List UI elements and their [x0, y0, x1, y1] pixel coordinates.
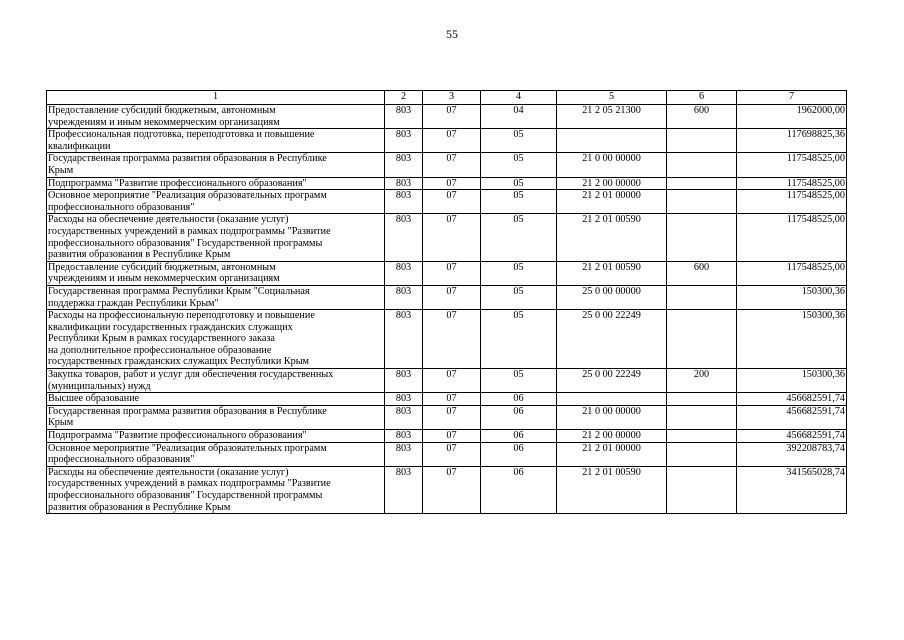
row-amount-cell: 150300,36: [737, 369, 847, 393]
table-row: [47, 214, 847, 261]
row-name-cell: Государственная программа развития образования в Республике Крым: [47, 153, 385, 177]
row-amount-cell: 1962000,00: [737, 105, 847, 129]
row-section-cell: 07: [423, 405, 481, 429]
row-name-cell: Предоставление субсидий бюджетным, автономным учреждениям и иным некоммерческим организациям: [47, 105, 385, 129]
row-name-cell: Расходы на профессиональную переподготовку и повышение квалификации государственных гражданских служащих Республики Крым в рамках государственного заказа на дополнительное профессиональное образование государственных гражданских служащих Республики Крым: [47, 310, 385, 369]
table-row: [47, 442, 847, 466]
row-expense-type-cell: [667, 430, 737, 443]
row-code-cell: 803: [385, 214, 423, 261]
row-code-cell: 803: [385, 177, 423, 190]
table-row: [47, 369, 847, 393]
table-row: [47, 393, 847, 406]
row-amount-cell: 150300,36: [737, 310, 847, 369]
column-header: 4: [481, 91, 557, 105]
row-target-article-cell: 25 0 00 22249: [557, 369, 667, 393]
row-amount-cell: 117548525,00: [737, 190, 847, 214]
table-row: [47, 466, 847, 513]
page-number: 55: [446, 27, 458, 41]
row-amount-cell: 117548525,00: [737, 177, 847, 190]
row-name-cell: Основное мероприятие "Реализация образовательных программ профессионального образования": [47, 442, 385, 466]
row-amount-cell: 456682591,74: [737, 393, 847, 406]
row-subsection-cell: 06: [481, 442, 557, 466]
row-amount-cell: 150300,36: [737, 285, 847, 309]
row-expense-type-cell: [667, 153, 737, 177]
table-row: [47, 310, 847, 369]
row-target-article-cell: 21 2 01 00000: [557, 442, 667, 466]
table-body: [47, 105, 847, 514]
row-section-cell: 07: [423, 466, 481, 513]
row-name-cell: Профессиональная подготовка, переподготовка и повышение квалификации: [47, 129, 385, 153]
row-name-cell: Высшее образование: [47, 393, 385, 406]
row-target-article-cell: 21 2 00 00000: [557, 430, 667, 443]
row-section-cell: 07: [423, 285, 481, 309]
table-header-row: [47, 91, 847, 105]
row-subsection-cell: 05: [481, 129, 557, 153]
row-code-cell: 803: [385, 442, 423, 466]
row-target-article-cell: 25 0 00 00000: [557, 285, 667, 309]
table-row: [47, 405, 847, 429]
row-code-cell: 803: [385, 430, 423, 443]
column-header: 2: [385, 91, 423, 105]
row-target-article-cell: 21 2 01 00590: [557, 261, 667, 285]
row-subsection-cell: 05: [481, 285, 557, 309]
row-subsection-cell: 06: [481, 393, 557, 406]
row-section-cell: 07: [423, 261, 481, 285]
row-name-cell: Расходы на обеспечение деятельности (оказание услуг) государственных учреждений в рамках подпрограммы "Развитие профессионального образования" Государственной программы развития образования в Республике Крым: [47, 214, 385, 261]
row-subsection-cell: 04: [481, 105, 557, 129]
row-subsection-cell: 05: [481, 310, 557, 369]
row-name-cell: Основное мероприятие "Реализация образовательных программ профессионального образования": [47, 190, 385, 214]
row-expense-type-cell: 600: [667, 261, 737, 285]
row-code-cell: 803: [385, 261, 423, 285]
row-target-article-cell: 25 0 00 22249: [557, 310, 667, 369]
row-section-cell: 07: [423, 393, 481, 406]
row-target-article-cell: 21 2 01 00590: [557, 466, 667, 513]
table-row: [47, 261, 847, 285]
row-target-article-cell: 21 2 01 00000: [557, 190, 667, 214]
row-section-cell: 07: [423, 105, 481, 129]
budget-table: [46, 90, 847, 514]
table-row: [47, 285, 847, 309]
row-expense-type-cell: [667, 214, 737, 261]
row-subsection-cell: 06: [481, 405, 557, 429]
row-amount-cell: 456682591,74: [737, 430, 847, 443]
row-code-cell: 803: [385, 310, 423, 369]
row-subsection-cell: 05: [481, 153, 557, 177]
row-name-cell: Государственная программа развития образования в Республике Крым: [47, 405, 385, 429]
row-target-article-cell: 21 2 01 00590: [557, 214, 667, 261]
row-name-cell: Расходы на обеспечение деятельности (оказание услуг) государственных учреждений в рамках подпрограммы "Развитие профессионального образования" Государственной программы развития образования в Республике Крым: [47, 466, 385, 513]
row-name-cell: Подпрограмма "Развитие профессионального образования": [47, 430, 385, 443]
row-subsection-cell: 05: [481, 369, 557, 393]
column-header: 5: [557, 91, 667, 105]
row-code-cell: 803: [385, 153, 423, 177]
row-section-cell: 07: [423, 177, 481, 190]
table-row: [47, 430, 847, 443]
table-row: [47, 190, 847, 214]
row-subsection-cell: 06: [481, 466, 557, 513]
row-section-cell: 07: [423, 310, 481, 369]
row-subsection-cell: 06: [481, 430, 557, 443]
row-expense-type-cell: [667, 442, 737, 466]
table-row: [47, 153, 847, 177]
row-amount-cell: 117548525,00: [737, 153, 847, 177]
row-code-cell: 803: [385, 369, 423, 393]
row-subsection-cell: 05: [481, 214, 557, 261]
row-name-cell: Подпрограмма "Развитие профессионального образования": [47, 177, 385, 190]
row-expense-type-cell: [667, 190, 737, 214]
column-header: 1: [47, 91, 385, 105]
row-code-cell: 803: [385, 393, 423, 406]
row-section-cell: 07: [423, 369, 481, 393]
row-target-article-cell: 21 2 05 21300: [557, 105, 667, 129]
row-code-cell: 803: [385, 405, 423, 429]
row-expense-type-cell: [667, 310, 737, 369]
row-expense-type-cell: [667, 466, 737, 513]
row-expense-type-cell: [667, 129, 737, 153]
row-section-cell: 07: [423, 442, 481, 466]
row-code-cell: 803: [385, 105, 423, 129]
row-subsection-cell: 05: [481, 190, 557, 214]
row-expense-type-cell: [667, 177, 737, 190]
row-section-cell: 07: [423, 129, 481, 153]
table-row: [47, 129, 847, 153]
row-code-cell: 803: [385, 285, 423, 309]
column-header: 6: [667, 91, 737, 105]
row-target-article-cell: [557, 129, 667, 153]
row-amount-cell: 117698825,36: [737, 129, 847, 153]
row-target-article-cell: 21 2 00 00000: [557, 177, 667, 190]
row-amount-cell: 456682591,74: [737, 405, 847, 429]
row-section-cell: 07: [423, 214, 481, 261]
table-row: [47, 105, 847, 129]
row-code-cell: 803: [385, 190, 423, 214]
row-expense-type-cell: [667, 393, 737, 406]
row-subsection-cell: 05: [481, 177, 557, 190]
row-name-cell: Предоставление субсидий бюджетным, автономным учреждениям и иным некоммерческим организациям: [47, 261, 385, 285]
column-header: 3: [423, 91, 481, 105]
row-code-cell: 803: [385, 129, 423, 153]
row-target-article-cell: 21 0 00 00000: [557, 153, 667, 177]
row-name-cell: Государственная программа Республики Крым "Социальная поддержка граждан Республики Крым": [47, 285, 385, 309]
row-amount-cell: 117548525,00: [737, 261, 847, 285]
column-header: 7: [737, 91, 847, 105]
row-expense-type-cell: [667, 405, 737, 429]
row-amount-cell: 392208783,74: [737, 442, 847, 466]
row-code-cell: 803: [385, 466, 423, 513]
row-section-cell: 07: [423, 153, 481, 177]
row-subsection-cell: 05: [481, 261, 557, 285]
row-section-cell: 07: [423, 430, 481, 443]
row-target-article-cell: [557, 393, 667, 406]
row-expense-type-cell: 600: [667, 105, 737, 129]
row-amount-cell: 117548525,00: [737, 214, 847, 261]
table-row: [47, 177, 847, 190]
row-amount-cell: 341565028,74: [737, 466, 847, 513]
row-section-cell: 07: [423, 190, 481, 214]
row-expense-type-cell: 200: [667, 369, 737, 393]
row-target-article-cell: 21 0 00 00000: [557, 405, 667, 429]
row-name-cell: Закупка товаров, работ и услуг для обеспечения государственных (муниципальных) нужд: [47, 369, 385, 393]
row-expense-type-cell: [667, 285, 737, 309]
